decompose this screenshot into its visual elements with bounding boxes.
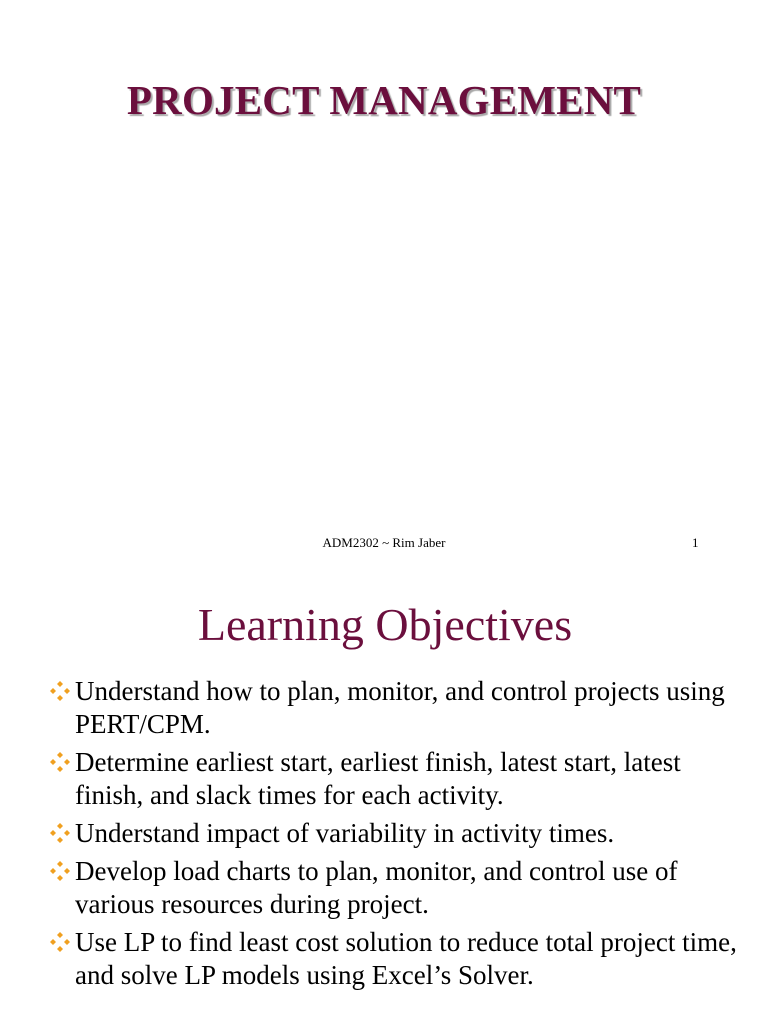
list-item bbox=[0, 817, 768, 850]
list-item bbox=[0, 675, 768, 741]
diamond-bullet-icon bbox=[48, 679, 72, 703]
slide-footer: ADM2302 ~ Rim Jaber bbox=[322, 535, 446, 550]
diamond-bullet-icon bbox=[48, 859, 72, 883]
bullet-text: Determine earliest start, earliest finish, latest start, latest finish, and slack times for each activity. bbox=[75, 747, 681, 810]
objectives-list bbox=[0, 675, 768, 997]
page-number: 1 bbox=[692, 535, 699, 550]
bullet-text: Understand impact of variability in activity times. bbox=[75, 818, 615, 848]
bullet-text: Understand how to plan, monitor, and control projects using PERT/CPM. bbox=[75, 676, 725, 739]
diamond-bullet-icon bbox=[48, 930, 72, 954]
list-item bbox=[0, 746, 768, 812]
list-item bbox=[0, 855, 768, 921]
slide-title: PROJECT MANAGEMENT bbox=[126, 77, 642, 123]
diamond-bullet-icon bbox=[48, 821, 72, 845]
diamond-bullet-icon bbox=[48, 750, 72, 774]
bullet-text: Use LP to find least cost solution to reduce total project time, and solve LP models using Excel’s Solver. bbox=[75, 927, 737, 990]
learning-objectives-title: Learning Objectives bbox=[197, 599, 573, 650]
list-item bbox=[0, 926, 768, 992]
bullet-text: Develop load charts to plan, monitor, and control use of various resources during project. bbox=[75, 856, 678, 919]
